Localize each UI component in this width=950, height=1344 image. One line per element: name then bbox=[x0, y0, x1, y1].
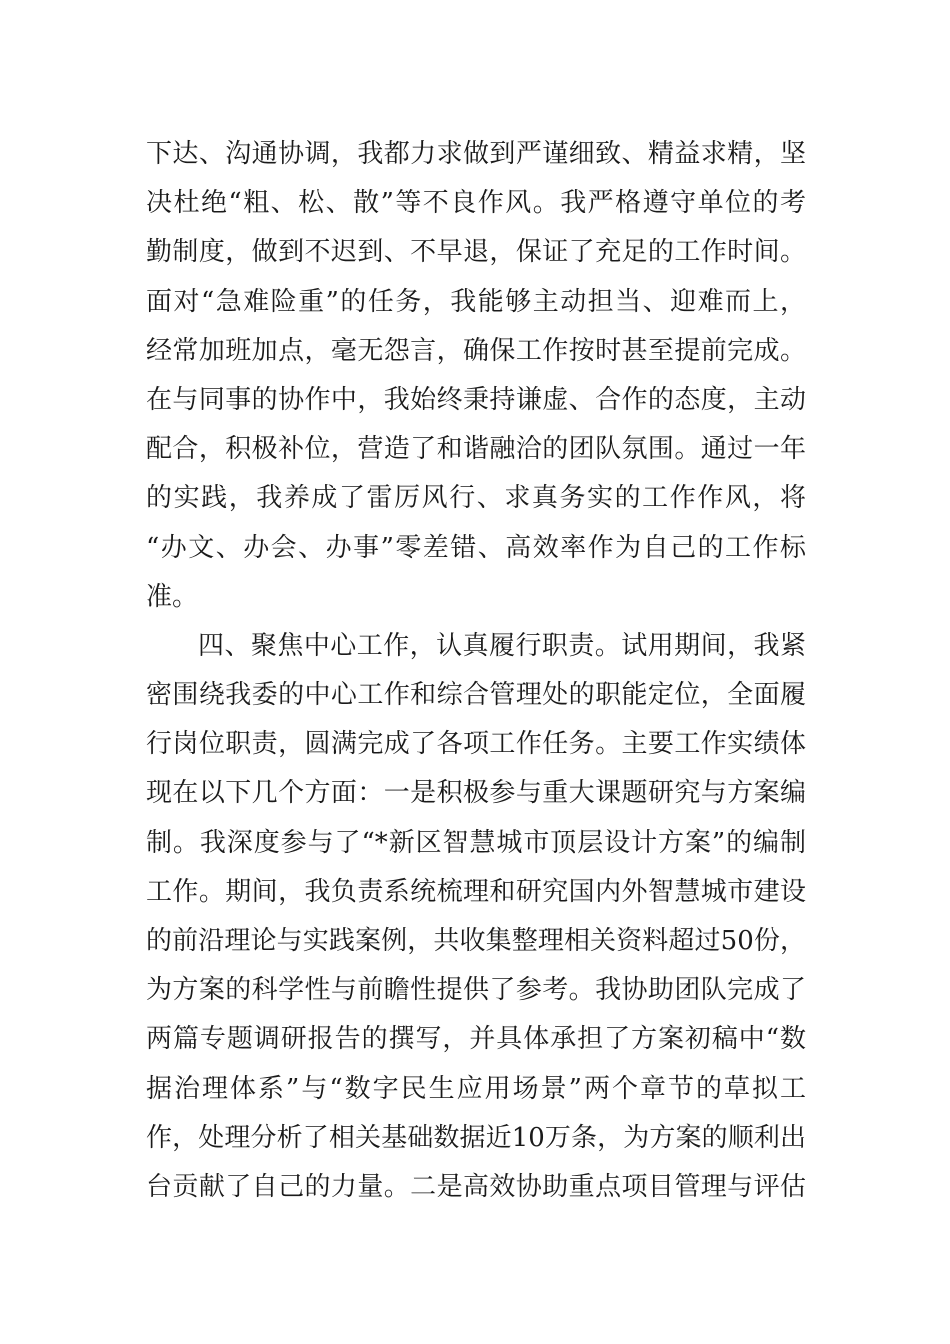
text-line: 的实践，我养成了雷厉风行、求真务实的工作作风，将 bbox=[146, 483, 806, 514]
text-line: 下达、沟通协调，我都力求做到严谨细致、精益求精，坚 bbox=[146, 139, 806, 169]
text-line: 工作。期间，我负责系统梳理和研究国内外智慧城市建设 bbox=[146, 876, 806, 907]
text-line: 的前沿理论与实践案例，共收集整理相关资料超过50份， bbox=[146, 926, 806, 956]
text-line: 作，处理分析了相关基础数据近10万条，为方案的顺利出 bbox=[146, 1122, 806, 1153]
text-line: 配合，积极补位，营造了和谐融洽的团队氛围。通过一年 bbox=[146, 434, 806, 465]
text-line: 准。 bbox=[146, 581, 199, 612]
document-body bbox=[146, 130, 806, 1212]
text-line: 密围绕我委的中心工作和综合管理处的职能定位，全面履 bbox=[146, 680, 806, 711]
text-line: 决杜绝“粗、松、散”等不良作风。我严格遵守单位的考 bbox=[146, 188, 806, 219]
text-line: “办文、办会、办事”零差错、高效率作为自己的工作标 bbox=[146, 532, 806, 563]
text-line: 在与同事的协作中，我始终秉持谦虚、合作的态度，主动 bbox=[146, 384, 806, 415]
text-line: 经常加班加点，毫无怨言，确保工作按时甚至提前完成。 bbox=[146, 335, 806, 366]
text-line: 据治理体系”与“数字民生应用场景”两个章节的草拟工 bbox=[146, 1073, 806, 1104]
text-line: 台贡献了自己的力量。二是高效协助重点项目管理与评估 bbox=[146, 1171, 806, 1202]
text-line: 四、聚焦中心工作，认真履行职责。试用期间，我紧 bbox=[198, 630, 806, 661]
text-line: 两篇专题调研报告的撰写，并具体承担了方案初稿中“数 bbox=[146, 1024, 806, 1055]
text-line: 为方案的科学性与前瞻性提供了参考。我协助团队完成了 bbox=[146, 975, 806, 1006]
text-line: 勤制度，做到不迟到、不早退，保证了充足的工作时间。 bbox=[146, 237, 806, 268]
text-line: 现在以下几个方面：一是积极参与重大课题研究与方案编 bbox=[146, 778, 806, 809]
text-line: 面对“急难险重”的任务，我能够主动担当、迎难而上， bbox=[146, 286, 806, 317]
text-line: 行岗位职责，圆满完成了各项工作任务。主要工作实绩体 bbox=[146, 729, 806, 760]
text-line: 制。我深度参与了“*新区智慧城市顶层设计方案”的编制 bbox=[146, 827, 806, 858]
